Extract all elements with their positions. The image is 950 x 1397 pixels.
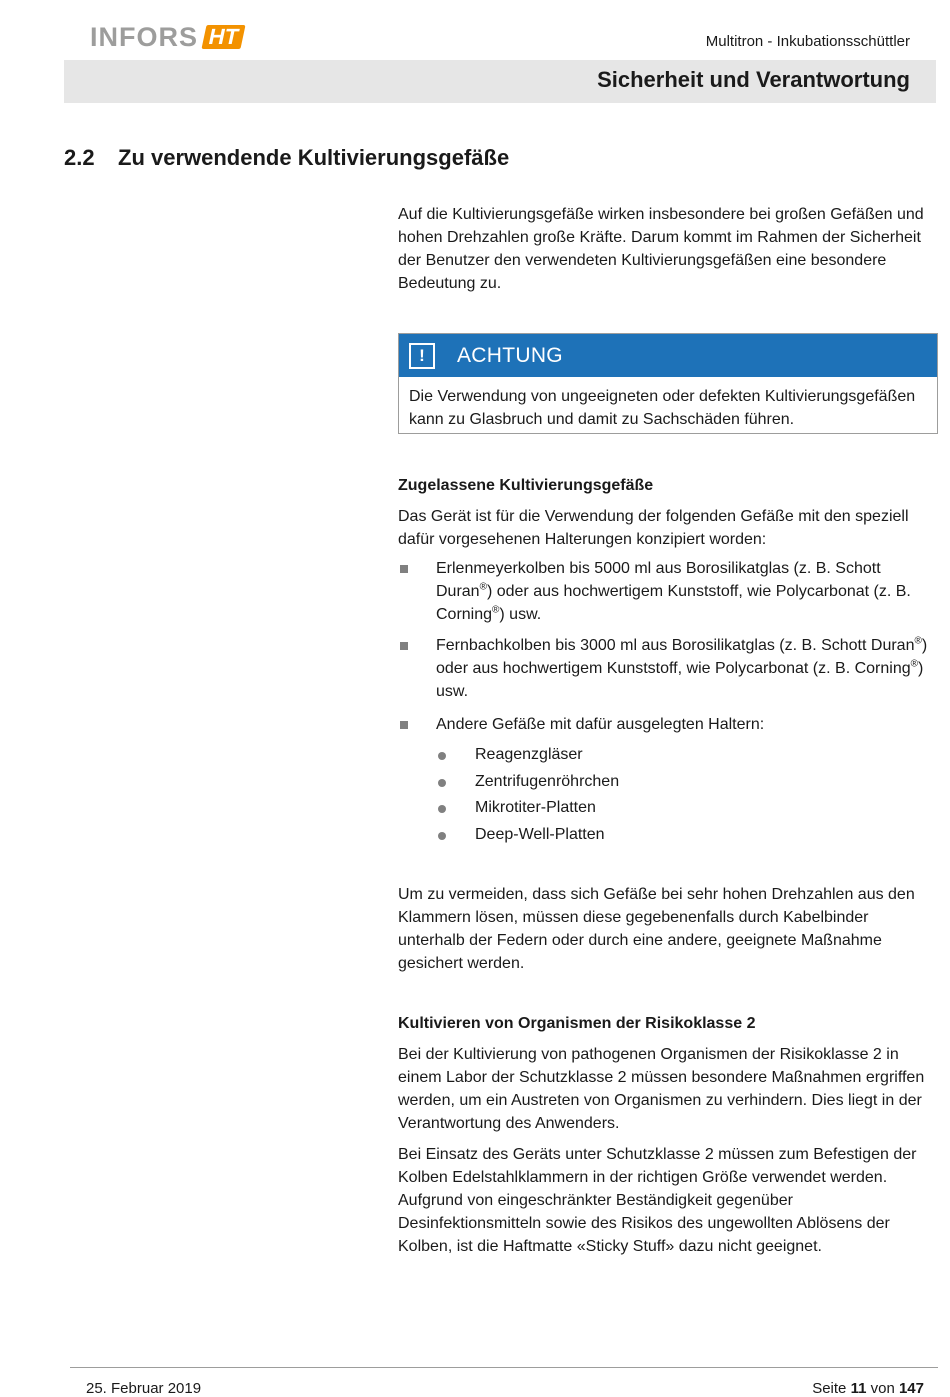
risk-paragraph-2: Bei Einsatz des Geräts unter Schutzklasse 2 müssen zum Befestigen der Kolben Edelstahlklammern in der richtigen Größe verwendet werden. Aufgrund von eingeschränkter Beständigkeit gegenüber Desinfektionsmitteln sowie des Risikos des ungewollten Ablösens der Kolben, ist die Haftmatte «Sticky Stuff» dazu nicht geeignet. <box>398 1146 917 1255</box>
round-bullet-icon <box>438 752 446 760</box>
intro-paragraph: Auf die Kultivierungsgefäße wirken insbesondere bei großen Gefäßen und hohen Drehzahlen große Kräfte. Darum kommt im Rahmen der Sicherheit der Benutzer den verwendeten Kultivierungsgefäßen eine besondere Bedeutung zu. <box>398 206 924 292</box>
sublist-item: Zentrifugenröhrchen <box>436 769 936 796</box>
risk-heading: Kultivieren von Organismen der Risikoklasse 2 <box>398 1015 756 1032</box>
square-bullet-icon <box>400 642 408 650</box>
intro-block <box>398 203 936 295</box>
warning-text: Die Verwendung von ungeeigneten oder defekten Kultivierungsgefäßen kann zu Glasbruch und damit zu Sachschäden führen. <box>409 388 916 428</box>
approved-heading: Zugelassene Kultivierungsgefäße <box>398 477 654 494</box>
approved-section <box>398 474 936 856</box>
logo-text: INFORS <box>90 21 199 52</box>
square-bullet-icon <box>400 565 408 573</box>
logo-mark: HT <box>201 25 245 49</box>
sublist-item: Deep-Well-Platten <box>436 822 936 849</box>
square-bullet-icon <box>400 721 408 729</box>
footer-date: 25. Februar 2019 <box>86 1380 202 1397</box>
exclamation-icon: ! <box>409 343 435 369</box>
round-bullet-icon <box>438 832 446 840</box>
section-heading <box>64 145 509 171</box>
risk-section <box>398 1012 936 1258</box>
sublist-item: Mikrotiter-Platten <box>436 795 936 822</box>
approved-intro: Das Gerät ist für die Verwendung der folgenden Gefäße mit den speziell dafür vorgesehenen Halterungen konzipiert worden: <box>398 508 909 548</box>
list-item: Andere Gefäße mit dafür ausgelegten Haltern: Reagenzgläser Zentrifugenröhrchen Mikrotiter-Platten Deep-Well-Platten <box>398 713 936 848</box>
risk-paragraph-1: Bei der Kultivierung von pathogenen Organismen der Risikoklasse 2 in einem Labor der Schutzklasse 2 müssen besondere Maßnahmen ergriffen werden, um ein Austreten von Organismen zu verhindern. Dies liegt in der Verantwortung des Anwenders. <box>398 1046 925 1132</box>
round-bullet-icon <box>438 779 446 787</box>
clamp-paragraph: Um zu vermeiden, dass sich Gefäße bei sehr hohen Drehzahlen aus den Klammern lösen, müssen diese gegebenenfalls durch Kabelbinder unterhalb der Federn oder durch eine andere, geeignete Maßnahme gesichert werden. <box>398 886 915 972</box>
page-number: Seite 11 von 147 <box>812 1380 924 1397</box>
warning-label: ACHTUNG <box>457 343 563 367</box>
footer-divider <box>70 1367 938 1368</box>
section-number: 2.2 <box>64 145 95 170</box>
document-subtitle: Multitron - Inkubationsschüttler <box>705 33 910 50</box>
company-logo <box>90 22 243 52</box>
round-bullet-icon <box>438 805 446 813</box>
vessel-list <box>398 557 936 848</box>
sublist-item: Reagenzgläser <box>436 742 936 769</box>
holder-sublist <box>436 742 936 848</box>
list-item: Fernbachkolben bis 3000 ml aus Borosilikatglas (z. B. Schott Duran®) oder aus hochwertigem Kunststoff, wie Polycarbonat (z. B. Corning®) usw. <box>398 634 936 703</box>
clamp-note <box>398 883 936 975</box>
list-item: Erlenmeyerkolben bis 5000 ml aus Borosilikatglas (z. B. Schott Duran®) oder aus hochwertigem Kunststoff, wie Polycarbonat (z. B. Corning®) usw. <box>398 557 936 626</box>
warning-header <box>399 334 937 377</box>
warning-box <box>398 333 938 434</box>
section-title: Zu verwendende Kultivierungsgefäße <box>118 145 510 170</box>
chapter-title: Sicherheit und Verantwortung <box>597 67 910 92</box>
